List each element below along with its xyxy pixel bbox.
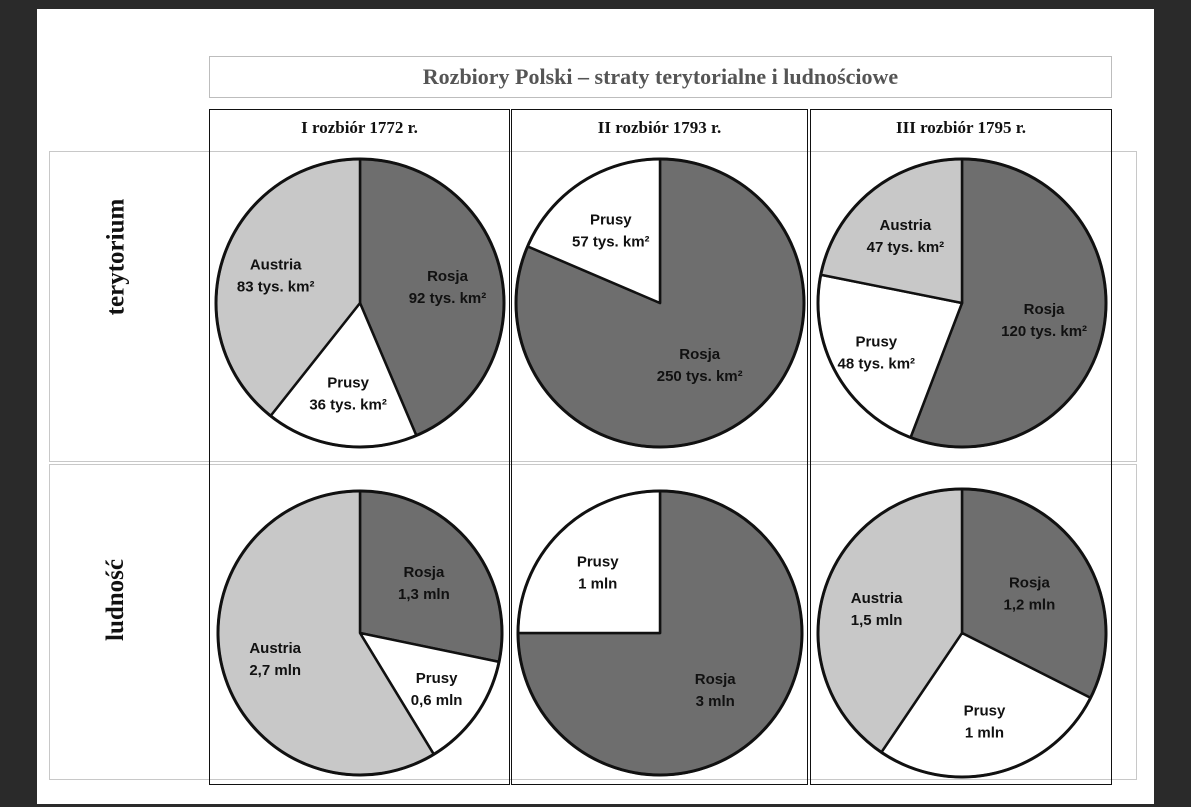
pie-ludnosc-1 [218, 491, 502, 775]
pie-terytorium-2 [516, 159, 804, 447]
slice-label-prusy: Prusy 0,6 mln [410, 670, 463, 709]
column-header-1: I rozbiór 1772 r. [301, 118, 418, 137]
slice-label-prusy: Prusy 48 tys. km² [837, 333, 916, 373]
slice-label-austria: Austria 2,7 mln [249, 639, 302, 679]
slice-label-rosja: Rosja 120 tys. km² [1001, 301, 1088, 341]
slice-label-rosja: Rosja 1,2 mln [1003, 574, 1056, 614]
slice-label-prusy: Prusy 1 mln [576, 553, 619, 593]
row-label-territory-text: terytorium [102, 198, 129, 316]
slice-label-rosja: Rosja 250 tys. km² [656, 346, 743, 386]
slice-label-prusy: Prusy 57 tys. km² [572, 211, 650, 251]
row-label-population-text: ludność [102, 559, 130, 641]
slice-label-prusy: Prusy 36 tys. km² [309, 374, 387, 414]
column-header-2: II rozbiór 1793 r. [597, 118, 722, 137]
pie-terytorium-3 [818, 159, 1106, 447]
slice-label-rosja: Rosja 1,3 mln [398, 564, 450, 603]
slice-label-rosja: Rosja 3 mln [694, 671, 736, 711]
pie-ludnosc-2 [518, 491, 802, 775]
slice-label-rosja: Rosja 92 tys. km² [408, 268, 487, 308]
chart-title: Rozbiory Polski – straty terytorialne i ludnościowe [209, 56, 1112, 98]
pie-terytorium-1 [216, 159, 504, 447]
slice-label-austria: Austria 83 tys. km² [236, 256, 315, 296]
slice-label-austria: Austria 47 tys. km² [866, 217, 945, 256]
slice-label-austria: Austria 1,5 mln [850, 589, 903, 629]
pie-ludnosc-3 [818, 489, 1106, 777]
slice-label-prusy: Prusy 1 mln [963, 702, 1006, 742]
column-header-3: III rozbiór 1795 r. [895, 118, 1027, 137]
